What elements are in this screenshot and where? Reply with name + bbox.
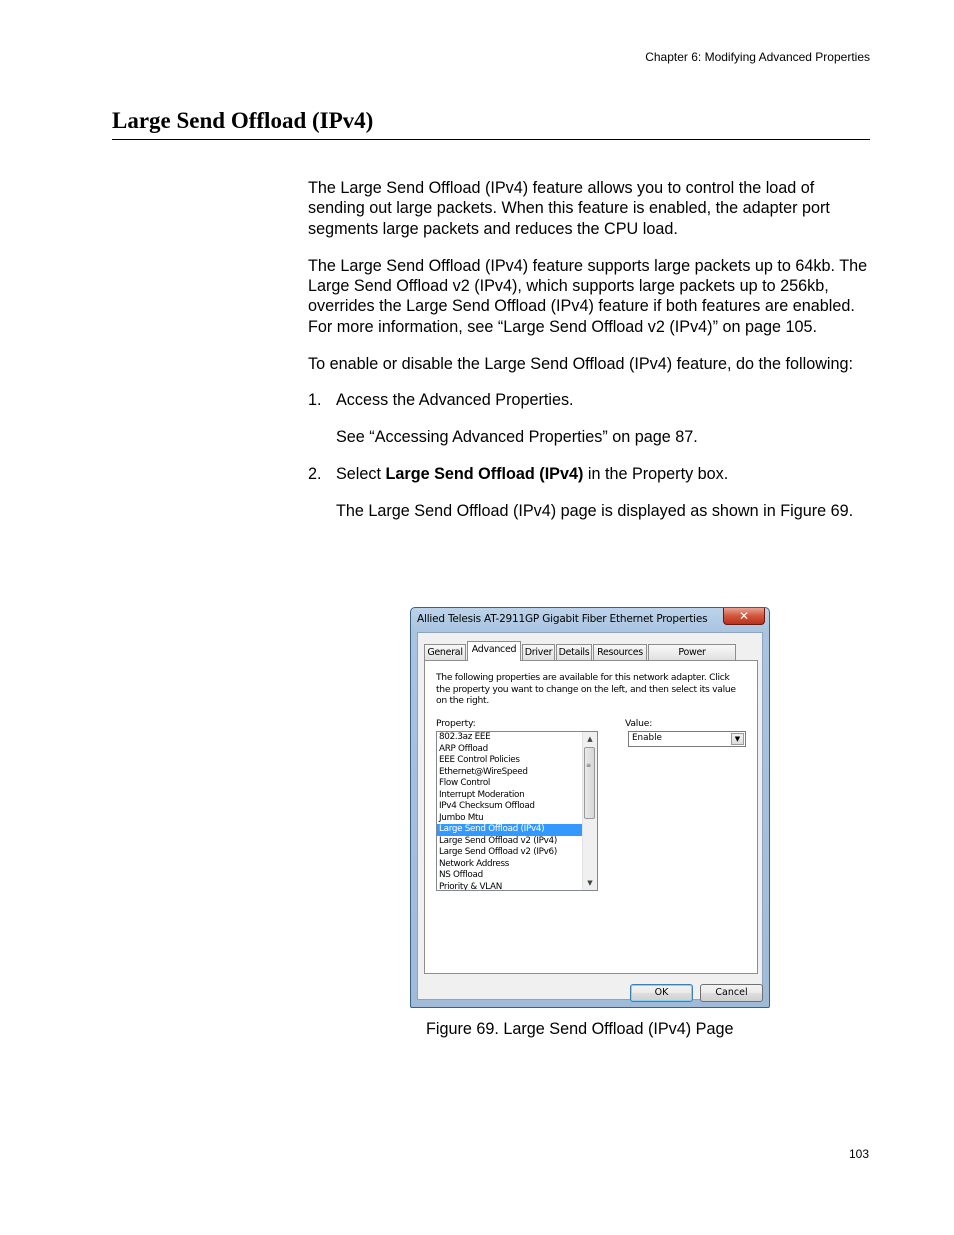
running-header: Chapter 6: Modifying Advanced Properties — [645, 50, 870, 64]
chevron-down-icon[interactable]: ▼ — [731, 733, 744, 745]
value-selected: Enable — [632, 733, 662, 743]
scroll-up-icon[interactable]: ▲ — [587, 735, 593, 743]
value-label: Value: — [625, 718, 653, 729]
property-list-item[interactable]: NS Offload — [439, 870, 483, 880]
properties-dialog — [410, 607, 770, 1008]
title-rule — [112, 139, 870, 140]
step-text-post: in the Property box. — [583, 465, 729, 484]
scroll-thumb[interactable] — [584, 747, 595, 819]
property-list-item[interactable]: Flow Control — [439, 778, 491, 788]
vertical-scrollbar[interactable] — [582, 732, 597, 890]
paragraph: The Large Send Offload (IPv4) feature allows you to control the load of sending out large packets. When this feature is enabled, the adapter port segments large packets and reduces the CPU load. — [308, 179, 830, 238]
paragraph: The Large Send Offload (IPv4) feature supports large packets up to 64kb. The Large Send Offload v2 (IPv4), which supports large packets up to 256kb, overrides the Large Send Offload (IPv4) feature if both features are enabled. For more information, see “Large Send Offload v2 (IPv4)” on page 105. — [308, 256, 868, 336]
scroll-down-icon[interactable]: ▼ — [587, 879, 593, 887]
property-listbox[interactable] — [436, 731, 598, 891]
property-list-item[interactable]: Large Send Offload v2 (IPv6) — [439, 847, 557, 857]
tab-resources[interactable]: Resources — [593, 644, 647, 660]
step-1-note: See “Accessing Advanced Properties” on page 87. — [336, 428, 698, 447]
property-list-item[interactable]: EEE Control Policies — [439, 755, 520, 765]
advanced-panel — [424, 660, 758, 974]
tab-power-management[interactable]: Power — [648, 644, 736, 660]
section-title: Large Send Offload (IPv4) — [112, 108, 374, 133]
paragraph: To enable or disable the Large Send Offload (IPv4) feature, do the following: — [308, 354, 854, 373]
dialog-client-area — [417, 632, 763, 1000]
property-list-item[interactable]: 802.3az EEE — [439, 732, 491, 742]
page-number: 103 — [848, 1147, 869, 1161]
figure-caption: Figure 69. Large Send Offload (IPv4) Page — [426, 1020, 734, 1038]
step-text: Access the Advanced Properties. — [336, 391, 574, 410]
step-2-note: The Large Send Offload (IPv4) page is displayed as shown in Figure 69. — [336, 501, 854, 520]
property-list-item[interactable]: Large Send Offload v2 (IPv4) — [439, 835, 557, 846]
property-list-item[interactable]: Ethernet@WireSpeed — [439, 766, 528, 777]
step-number: 2. — [308, 465, 322, 484]
step-2 — [308, 464, 873, 484]
dialog-title: Allied Telesis AT-2911GP Gigabit Fiber Ethernet Properties — [417, 613, 708, 625]
property-list-item[interactable]: Priority & VLAN — [439, 881, 502, 891]
step-number: 1. — [308, 391, 322, 410]
tab-details[interactable]: Details — [556, 644, 592, 660]
property-list — [437, 732, 597, 891]
step-text-pre: Select — [336, 465, 386, 484]
property-list-item[interactable]: Interrupt Moderation — [439, 789, 525, 800]
body-text — [308, 178, 873, 538]
property-list-item[interactable]: Large Send Offload (IPv4) — [437, 824, 583, 836]
grip-icon: ≡ — [586, 762, 592, 769]
tab-advanced[interactable]: Advanced — [467, 641, 521, 661]
value-dropdown[interactable] — [628, 731, 746, 747]
step-1 — [308, 390, 873, 410]
ok-button[interactable]: OK — [630, 984, 693, 1002]
panel-description: The following properties are available for this network adapter. Click the property you want to change on the left, and then select its value on the right. — [436, 672, 736, 707]
property-list-item[interactable]: Network Address — [439, 858, 510, 869]
tab-general[interactable]: General — [424, 644, 466, 660]
step-text-bold: Large Send Offload (IPv4) — [385, 465, 584, 484]
property-list-item[interactable]: ARP Offload — [439, 743, 488, 754]
property-list-item[interactable]: IPv4 Checksum Offload — [439, 801, 535, 811]
property-list-item[interactable]: Jumbo Mtu — [439, 812, 484, 823]
cancel-button[interactable]: Cancel — [700, 984, 763, 1002]
property-label: Property: — [436, 718, 476, 729]
close-button[interactable]: ✕ — [723, 608, 765, 625]
tab-driver[interactable]: Driver — [522, 644, 555, 660]
